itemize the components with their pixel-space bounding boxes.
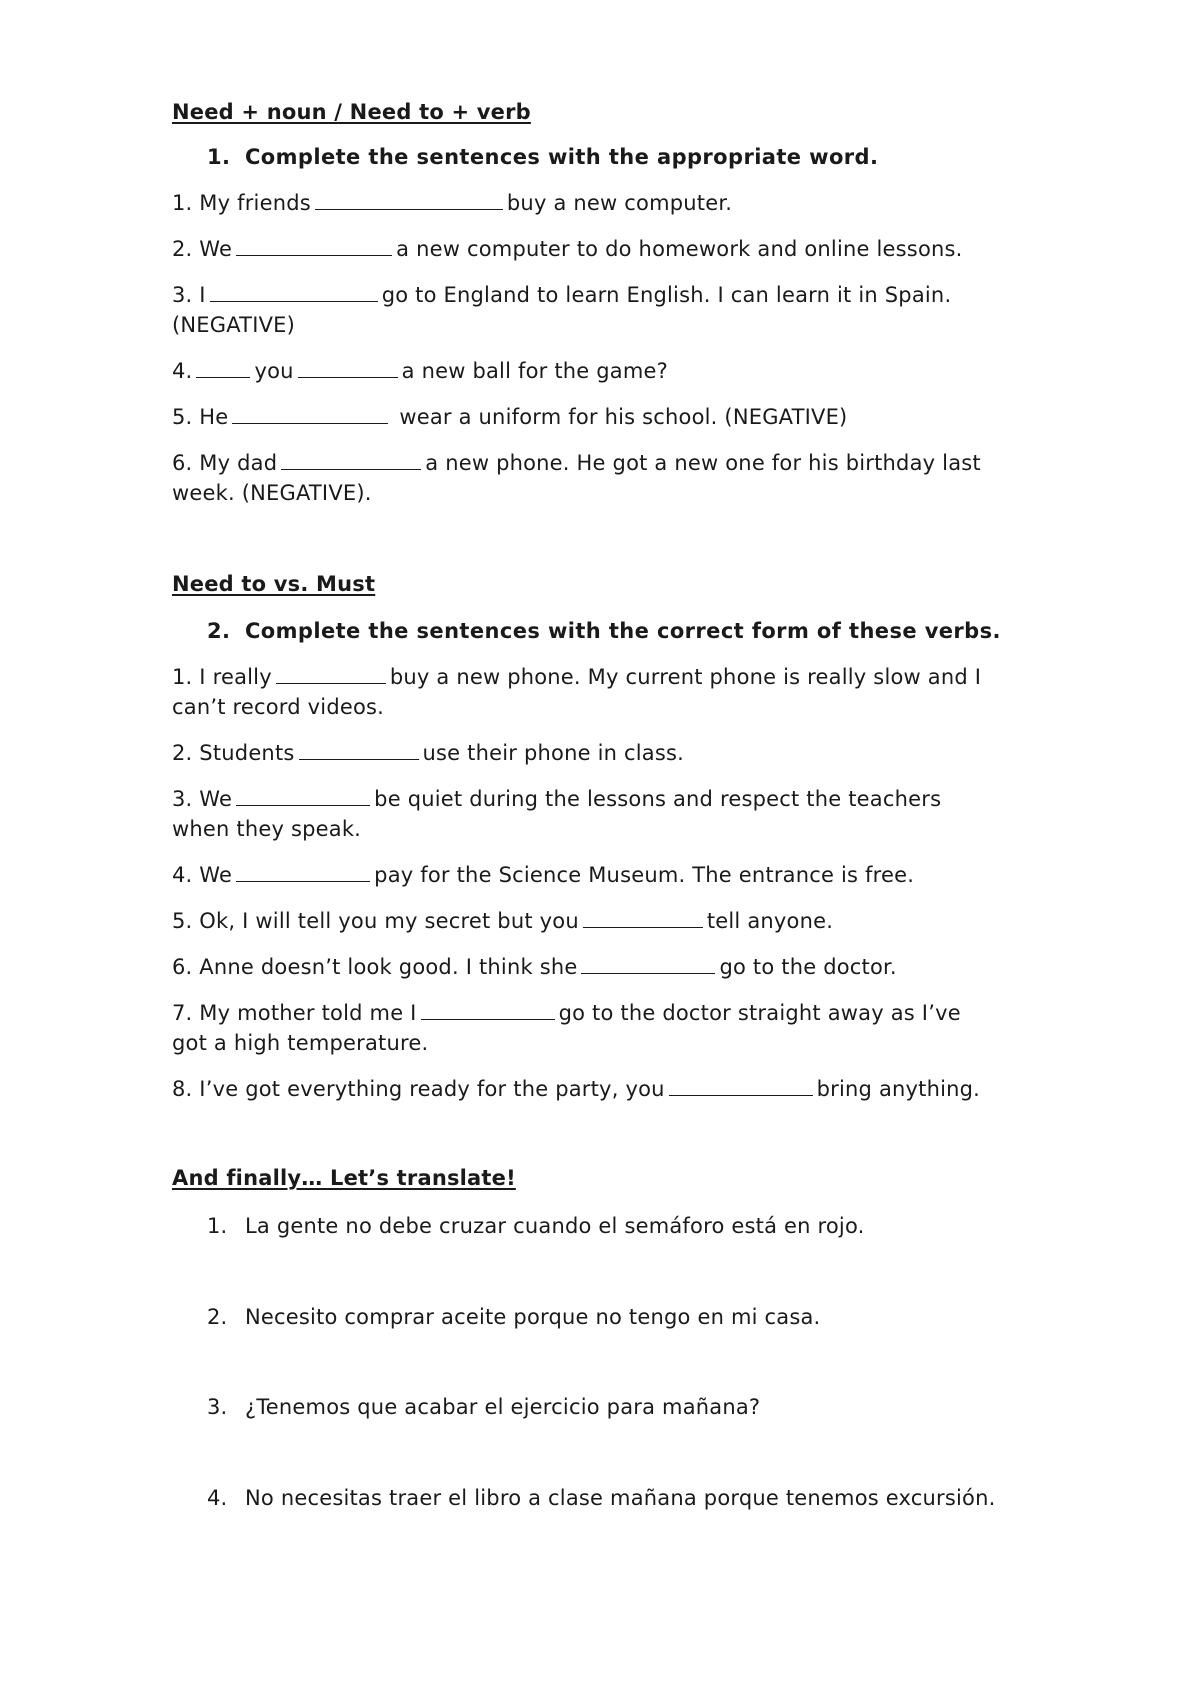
- section2-item-8: 8. I’ve got everything ready for the party, you bring anything.: [172, 1077, 981, 1101]
- section1-instruction: [207, 145, 878, 169]
- section2-item-7: 7. My mother told me I go to the doctor straight away as I’ve got a high temperature.: [172, 1001, 961, 1055]
- answer-blank: [315, 191, 503, 210]
- answer-blank: [298, 359, 398, 378]
- translate-item-2: 2. Necesito comprar aceite porque no tengo en mi casa.: [207, 1305, 821, 1329]
- section2-instruction-text: Complete the sentences with the correct form of these verbs.: [245, 619, 1001, 643]
- section1-item-5: 5. He wear a uniform for his school. (NEGATIVE): [172, 405, 848, 429]
- section2-item-4: 4. We pay for the Science Museum. The entrance is free.: [172, 863, 915, 887]
- answer-blank: [236, 863, 370, 882]
- section1-item-1: 1. My friends buy a new computer.: [172, 191, 733, 215]
- section2-item-3: 3. We be quiet during the lessons and respect the teachers when they speak.: [172, 787, 942, 841]
- section2-item-5: 5. Ok, I will tell you my secret but you tell anyone.: [172, 909, 834, 933]
- answer-blank: [196, 359, 250, 378]
- answer-blank: [581, 955, 715, 974]
- section1-item-2: 2. We a new computer to do homework and online lessons.: [172, 237, 963, 261]
- translate-item-3: 3. ¿Tenemos que acabar el ejercicio para mañana?: [207, 1395, 761, 1419]
- section2-instruction-number: 2.: [207, 619, 231, 643]
- translate-item-4: 4. No necesitas traer el libro a clase mañana porque tenemos excursión.: [207, 1486, 996, 1510]
- section2-item-6: 6. Anne doesn’t look good. I think she go to the doctor.: [172, 955, 897, 979]
- answer-blank: [669, 1077, 813, 1096]
- section1-instruction-text: Complete the sentences with the appropriate word.: [245, 145, 879, 169]
- answer-blank: [421, 1001, 555, 1020]
- section2-instruction: [207, 619, 1001, 643]
- answer-blank: [210, 283, 378, 302]
- answer-blank: [583, 909, 703, 928]
- answer-blank: [236, 237, 392, 256]
- answer-blank: [299, 741, 419, 760]
- section1-heading: Need + noun / Need to + verb: [172, 100, 531, 124]
- answer-blank: [232, 405, 388, 424]
- section1-item-4: 4. you a new ball for the game?: [172, 359, 669, 383]
- section2-heading: Need to vs. Must: [172, 572, 376, 596]
- section1-item-6: 6. My dad a new phone. He got a new one for his birthday last week. (NEGATIVE).: [172, 451, 981, 505]
- answer-blank: [236, 787, 370, 806]
- answer-blank: [281, 451, 421, 470]
- answer-blank: [276, 665, 386, 684]
- section2-item-1: 1. I really buy a new phone. My current phone is really slow and I can’t record videos.: [172, 665, 982, 719]
- section2-item-2: 2. Students use their phone in class.: [172, 741, 685, 765]
- translate-item-1: 1. La gente no debe cruzar cuando el semáforo está en rojo.: [207, 1214, 865, 1238]
- section1-instruction-number: 1.: [207, 145, 231, 169]
- section3-heading: And finally… Let’s translate!: [172, 1166, 516, 1190]
- section1-item-3: 3. I go to England to learn English. I can learn it in Spain. (NEGATIVE): [172, 283, 952, 337]
